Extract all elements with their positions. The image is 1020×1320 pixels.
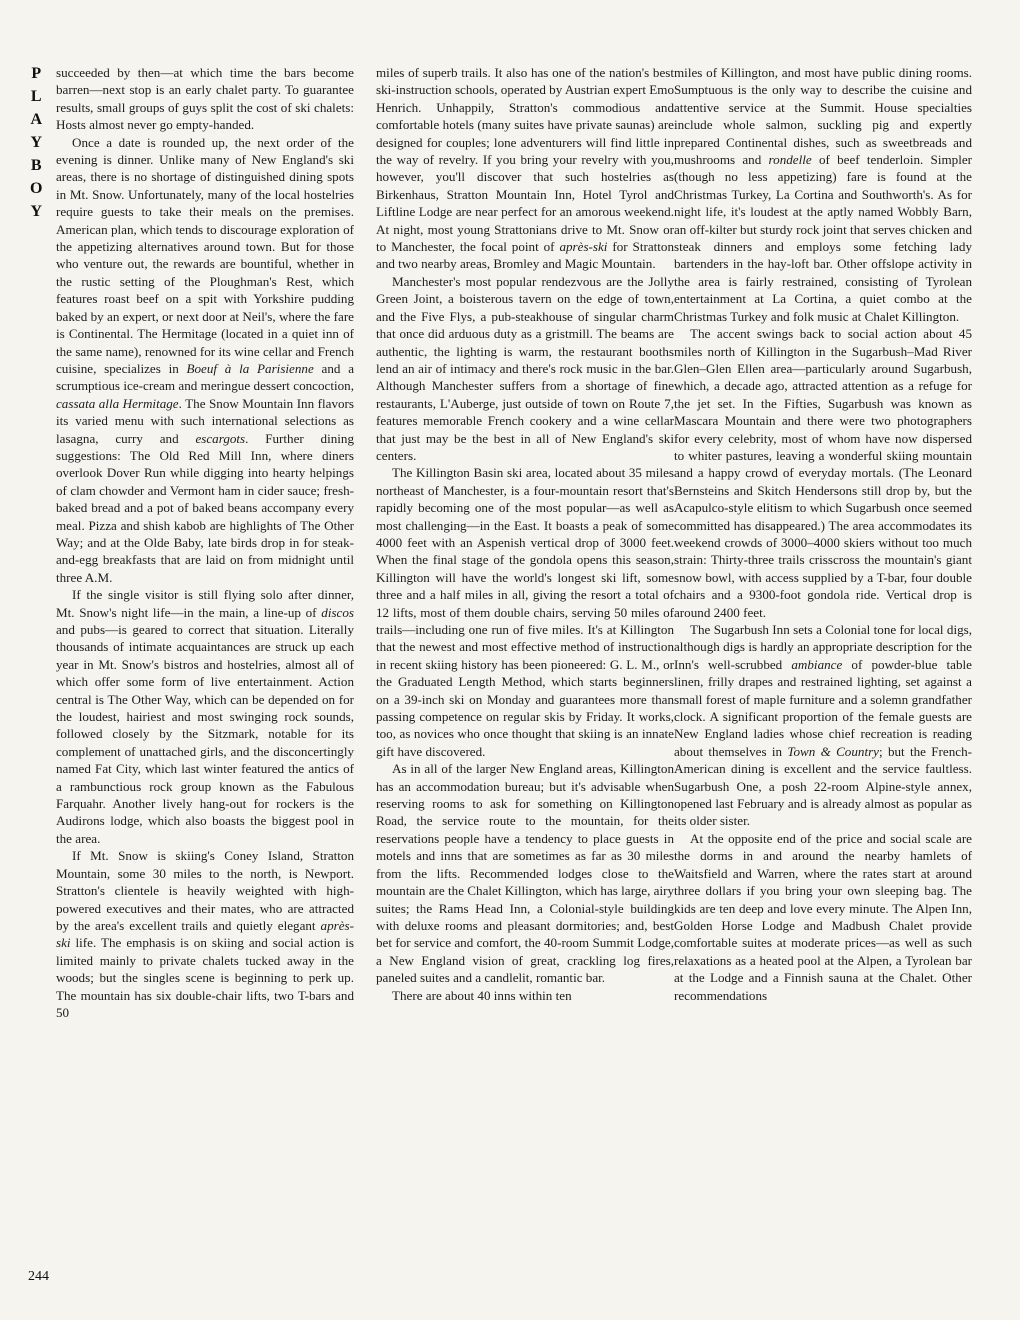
magazine-name-letter: A xyxy=(30,111,42,128)
text-column-3 xyxy=(674,64,972,1004)
paragraph: As in all of the larger New England areas, Killington has an accommodation bureau; but it's advisable when reserving rooms to ask for something on Killington Road, the service route to the mountain, for the reservations people have a tendency to place guests in motels and inns that are sometimes as far as 30 miles from the lifts. Recommended lodges close to the mountain are the Chalet Killington, which has large, airy suites; the Rams Head Inn, a Colonial-style building with deluxe rooms and pleasant dormitories; and, best bet for service and comfort, the 40-room Summit Lodge, a New England vision of great, crackling log fires, paneled suites and a candlelit, romantic bar. xyxy=(376,761,674,986)
paragraph: The Killington Basin ski area, located about 35 miles northeast of Manchester, is a four-mountain resort that's rapidly becoming one of the most popular—as well as most challenging—in the East. It boasts a peak of some 4000 feet with an Aspenish vertical drop of 3000 feet. When the final stage of the gondola opens this season, Killington will have the world's longest ski lift, some three and a half miles in all, giving the resort a total of 12 lifts, most of them double chairs, serving 50 miles of trails—including one run of five miles. It's at Killington that the newest and most effective method of instruction in recent skiing history has been pioneered: G. L. M., or the Graduated Length Method, which starts beginners on a 39-inch ski on Monday and guarantees more than passing competence on regular skis by Friday. It works, too, as novices who once thought that skiing is an innate gift have discovered. xyxy=(376,465,674,759)
paragraph: At the opposite end of the price and social scale are the dorms in and around the nearby hamlets of Waitsfield and Warren, where the rates start at around three dollars if you bring your own sleeping bag. The kids are ten deep and love every minute. The Alpen Inn, Golden Horse Lodge and Madbush Chalet provide comfortable suites at moderate prices—as well as such relaxations as a heated pool at the Alpen, a Tyrolean bar at the Lodge and a Finnish sauna at the Chalet. Other recommendations xyxy=(674,830,972,1003)
paragraph: Once a date is rounded up, the next order of the evening is dinner. Unlike many of New England's ski areas, there is no shortage of distinguished dining spots in Mt. Snow. Unfortunately, many of the local hostelries require guests to take their meals on the premises. American plan, which tends to discourage exploration of the appetizing alternatives around town. But for those who venture out, the rewards are bountiful, whether in the rustic setting of the Ploughman's Rest, which features roast beef on a spit with Yorkshire pudding baked by an expert, or next door at Neil's, where the fare is Continental. The Hermitage (located in a quiet inn of the same name), renowned for its wine cellar and French cuisine, specializes in Boeuf à la Parisienne and a scrumptious ice-cream and meringue dessert concoction, cassata alla Hermitage. The Snow Mountain Inn flavors its varied menu with such international selections as lasagna, curry and escargots. Further dining suggestions: The Old Red Mill Inn, where diners overlook Dover Run while digging into hearty helpings of clam chowder and Vermont ham in cider sauce; fresh-baked bread and a pot of baked beans accompany every meal. Pizza and shish kabob are highlights of The Other Way; and at the Olde Baby, late birds drop in for steak-and-egg breakfasts that are laid on from midnight until three A.M. xyxy=(56,134,355,585)
page-number: 244 xyxy=(28,1269,49,1284)
magazine-name xyxy=(30,62,42,223)
paragraph: miles of superb trails. It also has one of the nation's best ski-instruction schools, operated by Austrian expert Emo Henrich. Unhappily, Stratton's commodious and comfortable hotels (many suites have private saunas) are designed for couples; lone adventurers will find little in the way of revelry. If you bring your revelry with you, however, you'll discover that such hostelries as Birkenhaus, Stratton Mountain Inn, Hotel Tyrol and Liftline Lodge are near perfect for an amorous weekend. At night, most young Strattonians drive to Mt. Snow or to Manchester, the focal point of après-ski for Stratton and two nearby areas, Bromley and Magic Mountain. xyxy=(376,65,674,272)
magazine-name-letter: P xyxy=(31,65,42,82)
paragraph: Manchester's most popular rendezvous are the Jolly Green Joint, a boisterous tavern on the edge of town, and the Five Flys, a pub-steakhouse of singular charm that once did arduous duty as a gristmill. The beams are authentic, the lighting is warm, the restaurant booths lend an air of intimacy and there's rock music in the bar. Although Manchester suffers from a shortage of fine restaurants, L'Auberge, just outside of town on Route 7, features memorable French cookery and a wine cellar that just may be the best in all of New England's ski centers. xyxy=(376,273,674,463)
text-column-1 xyxy=(56,64,354,1021)
paragraph: The accent swings back to social action about 45 miles north of Killington in the Sugarbush–Mad River Glen–Glen Ellen area—particularly around Sugarbush, which, a decade ago, attracted attention as a refuge for the jet set. In the Fifties, Sugarbush was known as Mascara Mountain and there were two photographers for every celebrity, most of whom have now dispersed to whiter pastures, leaving a wonderful skiing mountain and a happy crowd of everyday mortals. (The Leonard Bernsteins and Skitch Hendersons still drop by, but the Acapulco-style elitism to which Sugarbush once seemed committed has disappeared.) The area accommodates its weekend crowds of 3000–4000 skiers without too much strain: Thirty-three trails crisscross the mountain's giant snow bowl, with access supplied by a T-bar, four double chairs and a 9300-foot gondola ride. Vertical drop is around 2400 feet. xyxy=(674,326,972,620)
magazine-name-letter: O xyxy=(30,180,43,197)
magazine-name-letter: Y xyxy=(30,134,42,151)
paragraph: If Mt. Snow is skiing's Coney Island, Stratton Mountain, some 30 miles to the north, is Newport. Stratton's clientele is heavily weighted with high-powered executives and their mates, who are attracted by the area's excellent trails and quietly elegant après-ski life. The emphasis is on skiing and social action is limited mainly to private chalets tucked away in the woods; but the singles scene is beginning to perk up. The mountain has six double-chair lifts, two T-bars and 50 xyxy=(56,848,354,1020)
paragraph: miles of Killington, and most have public dining rooms. Sumptuous is the only way to describe the cuisine and attentive service at the Summit. House specialties include whole salmon, suckling pig and expertly prepared Continental dishes, such as sweetbreads and mushrooms and rondelle of beef tenderloin. Simpler (though no less appetizing) fare is found at the Christmas Turkey, La Cortina and Southworth's. As for night life, it's loudest at the aptly named Wobbly Barn, an off-kilter but sturdy rock joint that serves chicken and steak dinners and employs some fetching lady bartenders in the hay-loft bar. Other offslope activity in the area is fairly restrained, consisting of Tyrolean entertainment at La Cortina, a quiet combo at the Christmas Turkey and folk music at Chalet Killington. xyxy=(674,65,973,324)
paragraph: There are about 40 inns within ten xyxy=(392,987,572,1003)
paragraph: succeeded by then—at which time the bars become barren—next stop is an early chalet party. To guarantee results, small groups of guys split the cost of ski chalets: Hosts almost never go empty-handed. xyxy=(56,65,354,133)
magazine-name-letter: L xyxy=(30,88,42,105)
magazine-name-letter: Y xyxy=(30,203,42,220)
text-column-2 xyxy=(376,64,674,1004)
paragraph: If the single visitor is still flying solo after dinner, Mt. Snow's night life—in the main, a line-up of discos and pubs—is geared to correct that situation. Literally thousands of intimate acquaintances are struck up each year in Mt. Snow's bistros and hostelries, almost all of which offer some form of live entertainment. Action central is The Other Way, which can be depended on for the loudest, hairiest and most swinging rock sounds, followed closely by the Sitzmark, notable for its complement of unattached girls, and the disconcertingly named Fat City, which last winter featured the antics of a rambunctious rock group known as the Fabulous Farquahr. Another lively hang-out for rockers is the Audirons lodge, which also boasts the biggest pool in the area. xyxy=(56,587,354,846)
magazine-name-letter: B xyxy=(30,157,42,174)
paragraph: The Sugarbush Inn sets a Colonial tone for local digs, although digs is hardly an appropriate description for the Inn's well-scrubbed ambiance of powder-blue table linen, frilly drapes and restrained lighting, set against a small forest of maple furniture and a solemn grandfather clock. A significant proportion of the female guests are New England ladies whose chief recreation is reading about themselves in Town & Country; but the French-American dining is excellent and the service faultless. Sugarbush One, a posh 22-room Alpine-style annex, opened last February and is already almost as popular as its older sister. xyxy=(674,622,972,829)
